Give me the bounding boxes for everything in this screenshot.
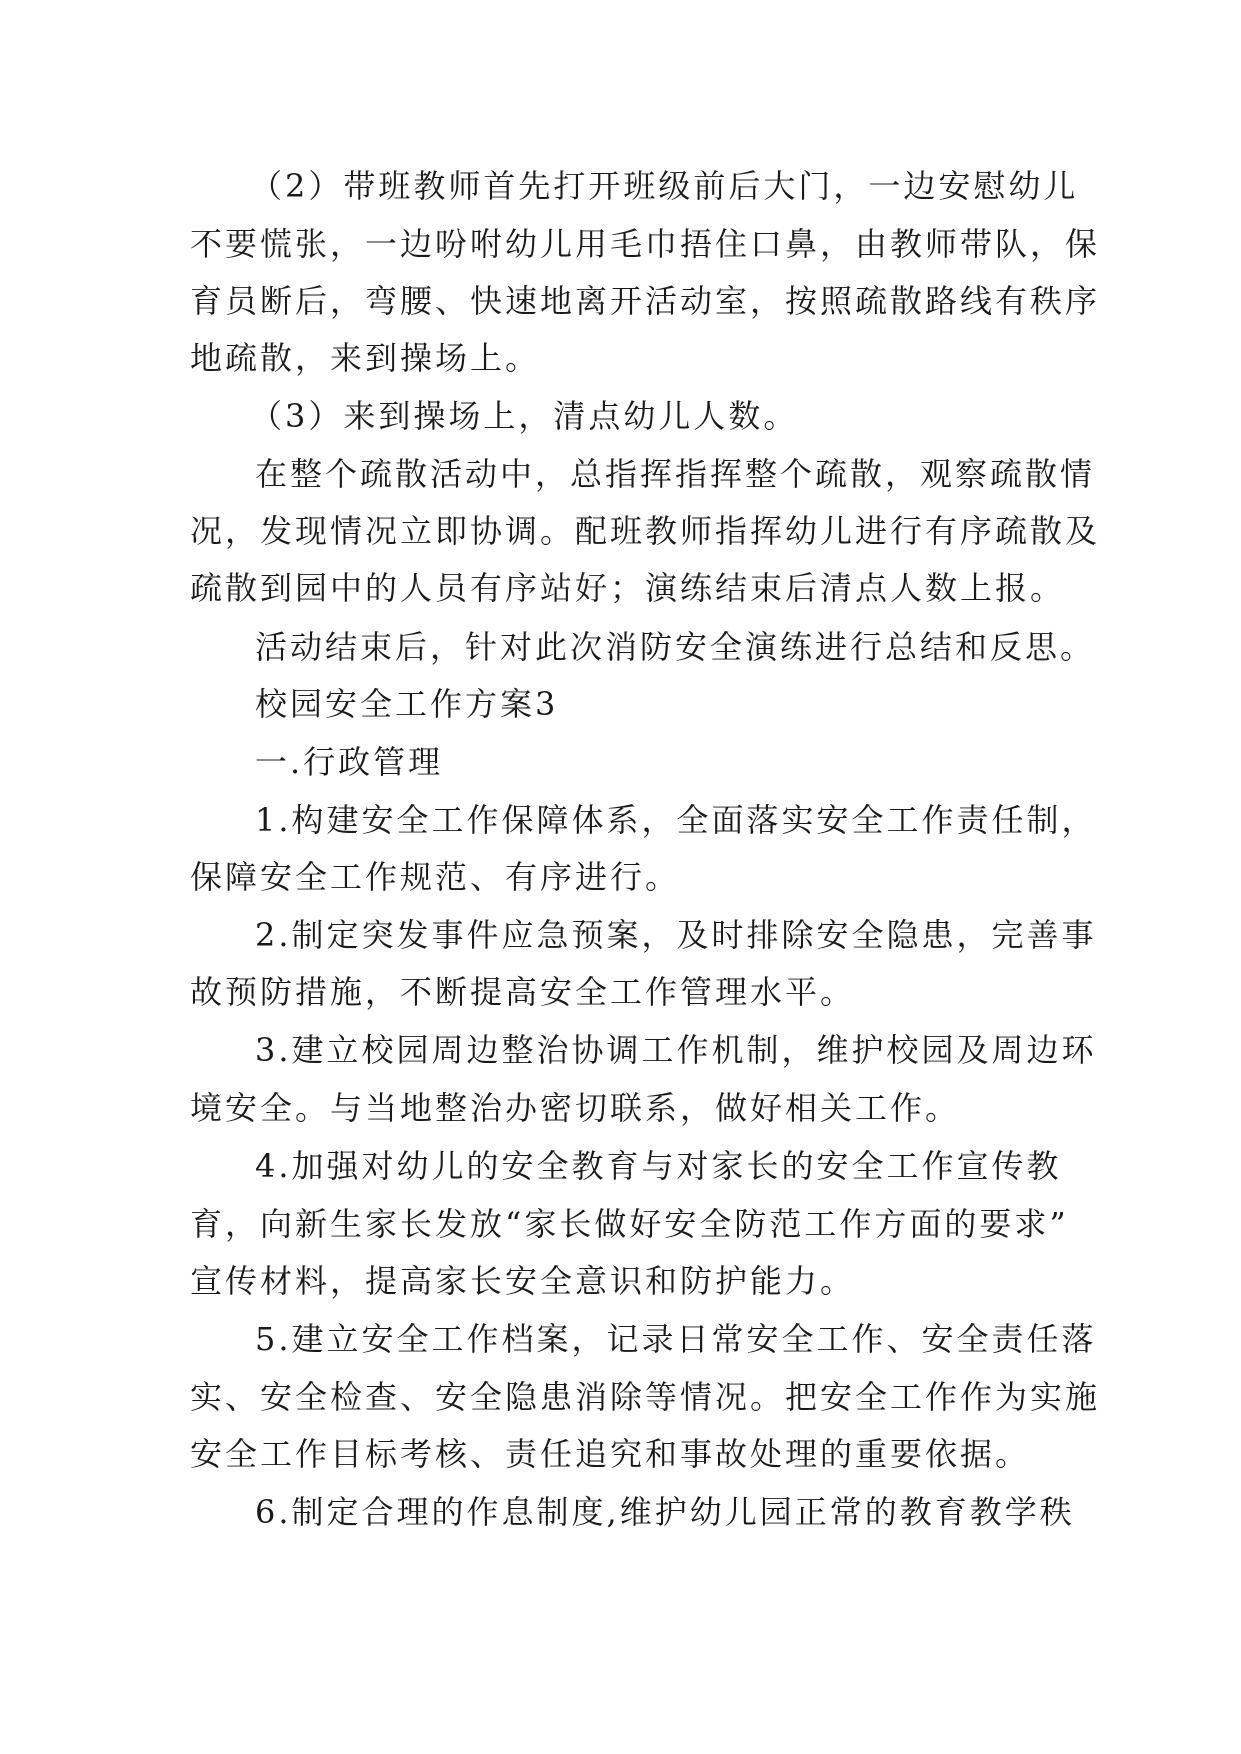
- text-line: 4.加强对幼儿的安全教育与对家长的安全工作宣传教: [255, 1147, 1062, 1185]
- text-line: 活动结束后，针对此次消防安全演练进行总结和反思。: [255, 628, 1096, 666]
- text-line: （3）来到操场上，清点幼儿人数。: [250, 397, 799, 435]
- text-line: 1.构建安全工作保障体系，全面落实安全工作责任制，: [255, 801, 1097, 839]
- text-line: 实、安全检查、安全隐患消除等情况。把安全工作作为实施: [190, 1378, 1101, 1416]
- text-line: 育，向新生家长发放“家长做好安全防范工作方面的要求”: [190, 1205, 1069, 1243]
- text-line: 2.制定突发事件应急预案，及时排除安全隐患，完善事: [255, 916, 1097, 954]
- section-heading: 校园安全工作方案3: [255, 685, 559, 723]
- text-line: 境安全。与当地整治办密切联系，做好相关工作。: [190, 1089, 961, 1127]
- text-line: 安全工作目标考核、责任追究和事故处理的重要依据。: [190, 1435, 1031, 1473]
- text-line: 疏散到园中的人员有序站好；演练结束后清点人数上报。: [190, 569, 1066, 607]
- text-line: 故预防措施，不断提高安全工作管理水平。: [190, 973, 856, 1011]
- text-line: 况，发现情况立即协调。配班教师指挥幼儿进行有序疏散及: [190, 512, 1101, 550]
- text-line: 保障安全工作规范、有序进行。: [190, 858, 681, 896]
- subsection-heading: 一.行政管理: [255, 743, 444, 781]
- text-line: 不要慌张，一边吩咐幼儿用毛巾捂住口鼻，由教师带队，保: [190, 225, 1101, 263]
- text-line: 5.建立安全工作档案，记录日常安全工作、安全责任落: [255, 1320, 1097, 1358]
- text-line: （2）带班教师首先打开班级前后大门，一边安慰幼儿: [250, 167, 1079, 205]
- text-line: 地疏散，来到操场上。: [190, 339, 541, 377]
- text-line: 3.建立校园周边整治协调工作机制，维护校园及周边环: [255, 1031, 1097, 1069]
- text-line: 6.制定合理的作息制度,维护幼儿园正常的教育教学秩: [255, 1493, 1075, 1531]
- text-line: 宣传材料，提高家长安全意识和防护能力。: [190, 1262, 856, 1300]
- text-line: 育员断后，弯腰、快速地离开活动室，按照疏散路线有秩序: [190, 282, 1101, 320]
- text-line: 在整个疏散活动中，总指挥指挥整个疏散，观察疏散情: [255, 455, 1096, 493]
